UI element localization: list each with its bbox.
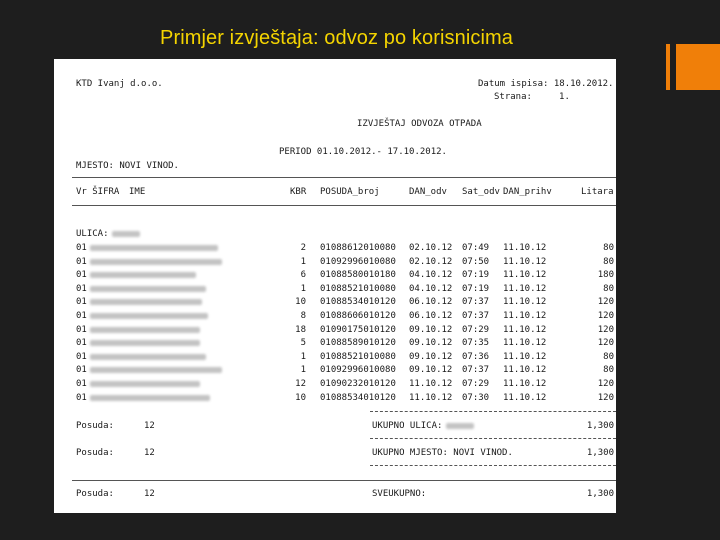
- cell-sat-odv: 07:50: [462, 257, 490, 267]
- slide-title: Primjer izvještaja: odvoz po korisnicima: [160, 27, 514, 49]
- cell-sat-odv: 07:30: [462, 393, 490, 403]
- cell-litara: 120: [597, 297, 614, 307]
- col-sat-odv: Sat_odv: [462, 187, 500, 197]
- cell-litara: 120: [597, 338, 614, 348]
- cell-sat-odv: 07:19: [462, 284, 490, 294]
- cell-litara: 120: [597, 311, 614, 321]
- total-posuda-label-3: Posuda:: [76, 489, 114, 499]
- cell-dan-prihv: 11.10.12: [503, 297, 547, 307]
- report-title: IZVJEŠTAJ ODVOZA OTPADA: [357, 119, 482, 129]
- cell-sat-odv: 07:29: [462, 379, 490, 389]
- totals-divider-3: [370, 465, 616, 466]
- cell-posuda: 01088534010120: [320, 297, 396, 307]
- cell-sat-odv: 07:37: [462, 311, 490, 321]
- cell-dan-odv: 11.10.12: [409, 393, 453, 403]
- company-name: KTD Ivanj d.o.o.: [76, 79, 163, 89]
- grand-total-label: SVEUKUPNO:: [372, 489, 427, 499]
- cell-dan-odv: 06.10.12: [409, 297, 453, 307]
- total-place-label: UKUPNO MJESTO: NOVI VINOD.: [372, 448, 513, 458]
- cell-kbr: 6: [300, 270, 306, 280]
- cell-kbr: 1: [300, 284, 306, 294]
- cell-kbr: 2: [300, 243, 306, 253]
- cell-kbr: 8: [300, 311, 306, 321]
- cell-posuda: 01090232010120: [320, 379, 396, 389]
- cell-dan-prihv: 11.10.12: [503, 365, 547, 375]
- cell-vr: 01: [76, 325, 87, 335]
- redacted-customer: [90, 259, 222, 265]
- street-label: ULICA:: [76, 229, 109, 239]
- cell-vr: 01: [76, 365, 87, 375]
- cell-litara: 180: [597, 270, 614, 280]
- cell-dan-odv: 04.10.12: [409, 270, 453, 280]
- cell-posuda: 01088606010120: [320, 311, 396, 321]
- cell-vr: 01: [76, 379, 87, 389]
- redacted-customer: [90, 286, 206, 292]
- cell-kbr: 12: [295, 379, 306, 389]
- total-street-value: 1,300: [586, 421, 614, 431]
- report-place: MJESTO: NOVI VINOD.: [76, 161, 179, 171]
- cell-vr: 01: [76, 393, 87, 403]
- report-period: PERIOD 01.10.2012.- 17.10.2012.: [279, 147, 447, 157]
- cell-posuda: 01088521010080: [320, 284, 396, 294]
- header-rule-top: [72, 177, 616, 178]
- redacted-customer: [90, 299, 202, 305]
- header-rule-bottom: [72, 205, 616, 206]
- cell-sat-odv: 07:36: [462, 352, 490, 362]
- total-posuda-label-2: Posuda:: [76, 448, 114, 458]
- redacted-total-street-name: [446, 423, 474, 429]
- cell-litara: 120: [597, 325, 614, 335]
- cell-dan-odv: 02.10.12: [409, 243, 453, 253]
- cell-litara: 120: [597, 379, 614, 389]
- cell-vr: 01: [76, 257, 87, 267]
- col-kbr: KBR: [290, 187, 307, 197]
- cell-vr: 01: [76, 243, 87, 253]
- redacted-customer: [90, 367, 222, 373]
- totals-divider-2: [370, 438, 616, 439]
- cell-dan-odv: 02.10.12: [409, 257, 453, 267]
- redacted-customer: [90, 340, 200, 346]
- total-posuda-count-3: 12: [144, 489, 155, 499]
- cell-posuda: 01088521010080: [320, 352, 396, 362]
- cell-posuda: 01088612010080: [320, 243, 396, 253]
- cell-dan-odv: 09.10.12: [409, 352, 453, 362]
- total-posuda-count-1: 12: [144, 421, 155, 431]
- cell-posuda: 01092996010080: [320, 365, 396, 375]
- col-litara: Litara: [581, 187, 614, 197]
- report-image: [54, 59, 616, 513]
- cell-dan-prihv: 11.10.12: [503, 325, 547, 335]
- page-number: Strana: 1.: [494, 92, 570, 102]
- redacted-customer: [90, 313, 208, 319]
- cell-vr: 01: [76, 311, 87, 321]
- cell-kbr: 1: [300, 257, 306, 267]
- cell-kbr: 10: [295, 297, 306, 307]
- cell-dan-prihv: 11.10.12: [503, 352, 547, 362]
- redacted-customer: [90, 272, 196, 278]
- cell-dan-prihv: 11.10.12: [503, 284, 547, 294]
- total-street-label: UKUPNO ULICA:: [372, 421, 443, 431]
- print-date: Datum ispisa: 18.10.2012.: [478, 79, 614, 89]
- cell-dan-odv: 09.10.12: [409, 325, 453, 335]
- cell-kbr: 5: [300, 338, 306, 348]
- redacted-customer: [90, 381, 200, 387]
- total-posuda-label-1: Posuda:: [76, 421, 114, 431]
- total-place-value: 1,300: [586, 448, 614, 458]
- grand-total-rule: [72, 480, 616, 481]
- cell-kbr: 1: [300, 352, 306, 362]
- cell-dan-odv: 04.10.12: [409, 284, 453, 294]
- cell-dan-prihv: 11.10.12: [503, 243, 547, 253]
- cell-litara: 80: [603, 352, 614, 362]
- cell-posuda: 01090175010120: [320, 325, 396, 335]
- cell-dan-odv: 06.10.12: [409, 311, 453, 321]
- cell-posuda: 01088580010180: [320, 270, 396, 280]
- cell-vr: 01: [76, 352, 87, 362]
- redacted-customer: [90, 327, 200, 333]
- cell-sat-odv: 07:19: [462, 270, 490, 280]
- redacted-customer: [90, 395, 210, 401]
- cell-kbr: 10: [295, 393, 306, 403]
- cell-sat-odv: 07:29: [462, 325, 490, 335]
- grand-total-value: 1,300: [586, 489, 614, 499]
- total-posuda-count-2: 12: [144, 448, 155, 458]
- cell-dan-prihv: 11.10.12: [503, 311, 547, 321]
- cell-litara: 80: [603, 243, 614, 253]
- col-dan-odv: DAN_odv: [409, 187, 447, 197]
- cell-dan-prihv: 11.10.12: [503, 270, 547, 280]
- accent-bar-thin: [666, 44, 670, 90]
- cell-vr: 01: [76, 284, 87, 294]
- cell-dan-prihv: 11.10.12: [503, 257, 547, 267]
- cell-dan-odv: 09.10.12: [409, 338, 453, 348]
- cell-kbr: 1: [300, 365, 306, 375]
- col-posuda-broj: POSUDA_broj: [320, 187, 380, 197]
- col-ime: IME: [129, 187, 146, 197]
- cell-litara: 80: [603, 365, 614, 375]
- totals-divider-1: [370, 411, 616, 412]
- col-dan-prihv: DAN_prihv: [503, 187, 552, 197]
- cell-dan-odv: 09.10.12: [409, 365, 453, 375]
- col-vr-sifra: Vr ŠIFRA: [76, 187, 120, 197]
- cell-sat-odv: 07:49: [462, 243, 490, 253]
- cell-kbr: 18: [295, 325, 306, 335]
- redacted-street-name: [112, 231, 140, 237]
- cell-posuda: 01088589010120: [320, 338, 396, 348]
- cell-dan-prihv: 11.10.12: [503, 338, 547, 348]
- cell-vr: 01: [76, 270, 87, 280]
- cell-dan-prihv: 11.10.12: [503, 393, 547, 403]
- cell-dan-prihv: 11.10.12: [503, 379, 547, 389]
- cell-litara: 80: [603, 257, 614, 267]
- cell-sat-odv: 07:37: [462, 297, 490, 307]
- cell-vr: 01: [76, 297, 87, 307]
- cell-litara: 120: [597, 393, 614, 403]
- cell-dan-odv: 11.10.12: [409, 379, 453, 389]
- cell-sat-odv: 07:37: [462, 365, 490, 375]
- redacted-customer: [90, 354, 206, 360]
- redacted-customer: [90, 245, 218, 251]
- cell-litara: 80: [603, 284, 614, 294]
- cell-vr: 01: [76, 338, 87, 348]
- cell-posuda: 01092996010080: [320, 257, 396, 267]
- accent-bar-thick: [676, 44, 720, 90]
- cell-posuda: 01088534010120: [320, 393, 396, 403]
- cell-sat-odv: 07:35: [462, 338, 490, 348]
